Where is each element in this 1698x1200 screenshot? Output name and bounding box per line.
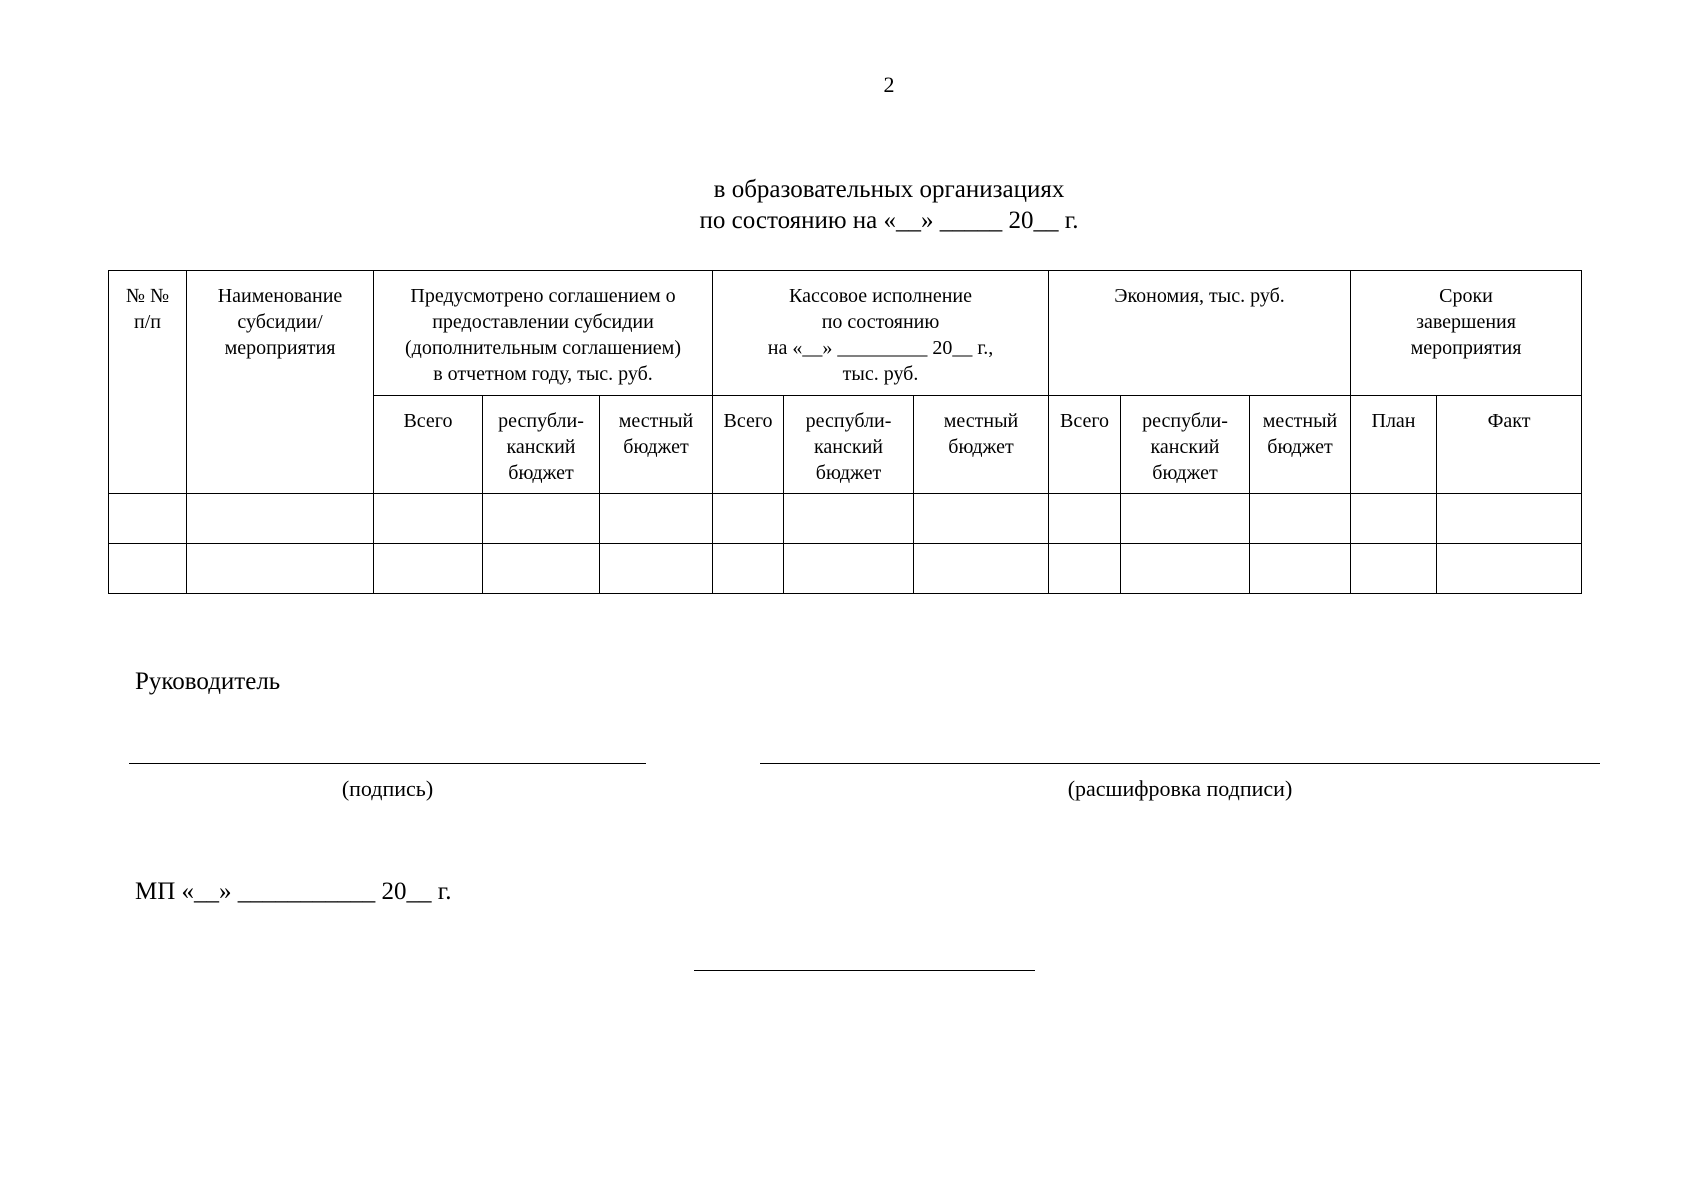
signature-decoding-line <box>760 763 1600 764</box>
header-cash-republican: республи- канский бюджет <box>784 396 914 494</box>
table-cell <box>1351 544 1437 594</box>
header-savings-total: Всего <box>1049 396 1121 494</box>
table-cell <box>109 544 187 594</box>
table-cell <box>784 494 914 544</box>
report-table <box>108 270 1582 594</box>
signature-decoding-caption: (расшифровка подписи) <box>1067 776 1293 801</box>
stamp-date-line: МП «__» ___________ 20__ г. <box>135 878 452 905</box>
heading-line-1: в образовательных организациях <box>713 176 1065 203</box>
header-cash-local: местный бюджет <box>914 396 1049 494</box>
header-savings-republican: республи- канский бюджет <box>1121 396 1250 494</box>
head-label: Руководитель <box>135 668 281 695</box>
table-cell <box>1049 544 1121 594</box>
table-cell <box>1250 544 1351 594</box>
table-cell <box>914 494 1049 544</box>
table-cell <box>374 544 483 594</box>
header-cash-execution: Кассовое исполнение по состоянию на «__» _________ 20__ г., тыс. руб. <box>713 271 1049 396</box>
table-cell <box>187 494 374 544</box>
table-cell <box>713 494 784 544</box>
table-cell <box>1250 494 1351 544</box>
closing-divider <box>694 970 1035 971</box>
table-cell <box>1437 544 1582 594</box>
table-cell <box>600 494 713 544</box>
header-deadline: Сроки завершения мероприятия <box>1351 271 1582 396</box>
table-cell <box>109 494 187 544</box>
header-fact: Факт <box>1437 396 1582 494</box>
header-plan: План <box>1351 396 1437 494</box>
header-savings: Экономия, тыс. руб. <box>1049 271 1351 396</box>
table-cell <box>187 544 374 594</box>
table-cell <box>1351 494 1437 544</box>
header-number: № № п/п <box>109 271 187 494</box>
signature-caption: (подпись) <box>341 776 434 801</box>
table-cell <box>1121 544 1250 594</box>
table-cell <box>374 494 483 544</box>
table-cell <box>600 544 713 594</box>
table-cell <box>483 494 600 544</box>
table-cell <box>1049 494 1121 544</box>
table-cell <box>713 544 784 594</box>
header-planned-republican: республи- канский бюджет <box>483 396 600 494</box>
table-row <box>109 494 1582 544</box>
table-cell <box>914 544 1049 594</box>
header-planned-total: Всего <box>374 396 483 494</box>
table-row <box>109 544 1582 594</box>
table-header-row-1 <box>109 271 1582 396</box>
page-number: 2 <box>883 72 895 97</box>
table-cell <box>784 544 914 594</box>
header-savings-local: местный бюджет <box>1250 396 1351 494</box>
table-cell <box>1121 494 1250 544</box>
table-cell <box>1437 494 1582 544</box>
document-heading <box>0 174 1698 236</box>
heading-line-2: по состоянию на «__» _____ 20__ г. <box>699 207 1079 234</box>
signature-line <box>129 763 646 764</box>
header-planned-local: местный бюджет <box>600 396 713 494</box>
header-subsidy-name: Наименование субсидии/ мероприятия <box>187 271 374 494</box>
table-cell <box>483 544 600 594</box>
header-cash-total: Всего <box>713 396 784 494</box>
header-planned: Предусмотрено соглашением о предоставлении субсидии (дополнительным соглашением) в отчетном году, тыс. руб. <box>374 271 713 396</box>
